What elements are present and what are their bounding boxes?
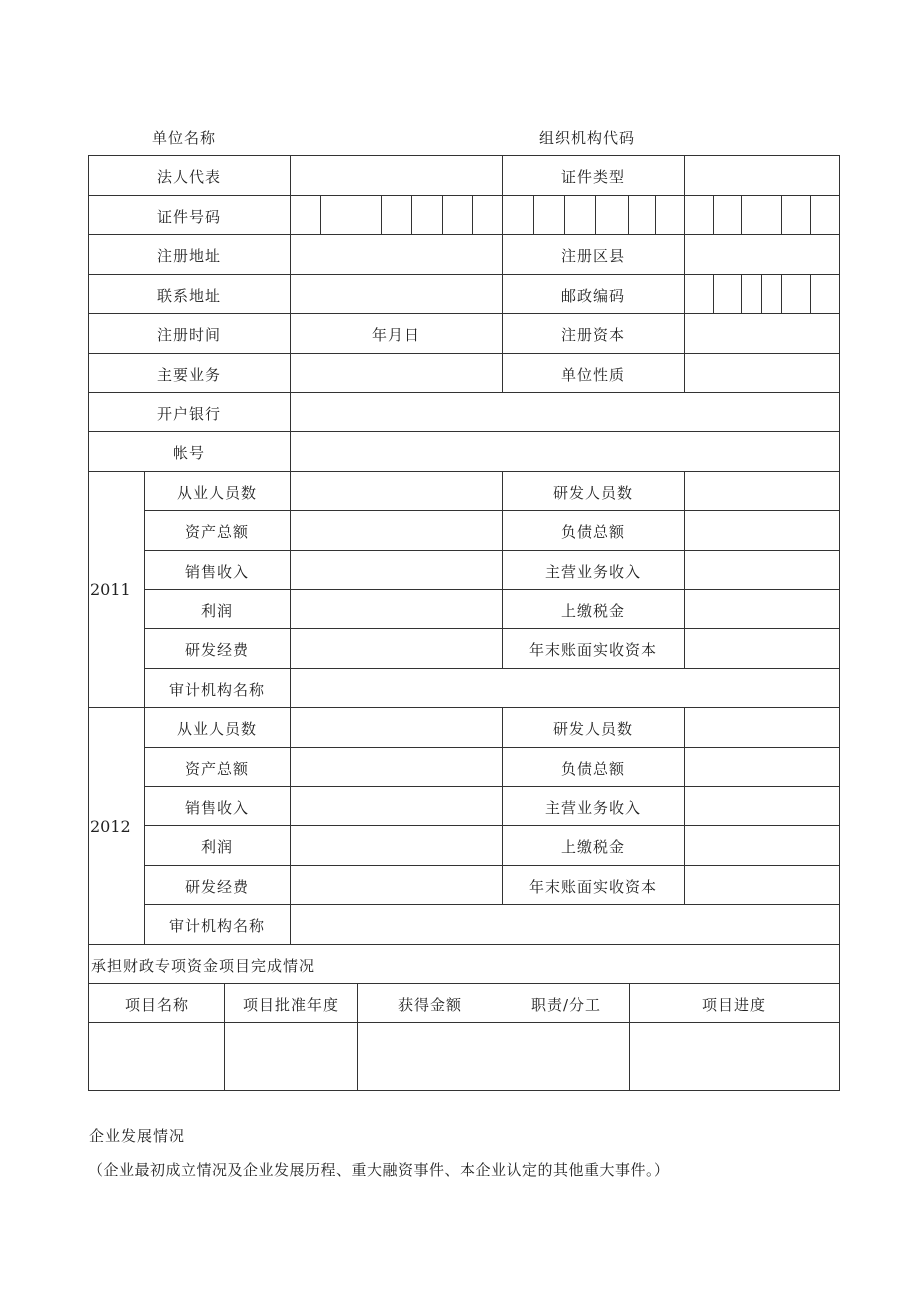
row-line — [88, 983, 840, 984]
row-line — [88, 707, 840, 708]
row-line — [144, 786, 840, 787]
table-border-right — [839, 155, 840, 1091]
digit-box-divider — [628, 195, 629, 234]
row-line — [88, 471, 840, 472]
digit-box-divider — [381, 195, 382, 234]
table-border-bottom — [88, 1090, 840, 1091]
development-title: 企业发展情况 — [89, 1127, 186, 1145]
postcode-box-divider — [713, 274, 714, 313]
digit-box-divider — [472, 195, 473, 234]
reg-date-value: 年月日 — [371, 326, 421, 344]
project-col-line — [629, 983, 630, 1090]
digit-box-divider — [655, 195, 656, 234]
contact-address-label: 联系地址 — [156, 287, 222, 305]
profit-label: 利润 — [200, 838, 234, 856]
digit-box-divider — [741, 195, 742, 234]
cert-type-label: 证件类型 — [560, 168, 626, 186]
paid-in-capital-label: 年末账面实收资本 — [528, 878, 658, 896]
row-line — [88, 234, 840, 235]
row-line — [144, 589, 840, 590]
project-progress-header: 项目进度 — [701, 996, 767, 1014]
rd-expense-label: 研发经费 — [184, 641, 250, 659]
employees-label: 从业人员数 — [176, 484, 258, 502]
tax-paid-label: 上缴税金 — [560, 602, 626, 620]
col-line — [290, 471, 291, 944]
main-business-income-label: 主营业务收入 — [544, 563, 642, 581]
rd-staff-label: 研发人员数 — [552, 720, 634, 738]
table-border-left — [88, 155, 89, 1091]
main-business-label: 主要业务 — [156, 366, 222, 384]
reg-address-label: 注册地址 — [156, 247, 222, 265]
project-col-line — [357, 983, 358, 1090]
row-line — [88, 944, 840, 945]
col-line — [684, 707, 685, 904]
row-line — [88, 431, 840, 432]
main-business-income-label: 主营业务收入 — [544, 799, 642, 817]
digit-box-divider — [442, 195, 443, 234]
row-line — [144, 628, 840, 629]
row-line — [88, 274, 840, 275]
digit-box-divider — [411, 195, 412, 234]
row-line — [88, 353, 840, 354]
total-assets-label: 资产总额 — [184, 523, 250, 541]
sales-income-label: 销售收入 — [184, 563, 250, 581]
audit-agency-label: 审计机构名称 — [168, 917, 266, 935]
digit-box-divider — [320, 195, 321, 234]
employees-label: 从业人员数 — [176, 720, 258, 738]
profit-label: 利润 — [200, 602, 234, 620]
audit-agency-label: 审计机构名称 — [168, 681, 266, 699]
projects-title: 承担财政专项资金项目完成情况 — [91, 957, 316, 975]
bank-label: 开户银行 — [156, 405, 222, 423]
digit-box-divider — [810, 195, 811, 234]
cert-no-label: 证件号码 — [156, 208, 222, 226]
row-line — [144, 825, 840, 826]
row-line — [144, 747, 840, 748]
reg-time-label: 注册时间 — [156, 326, 222, 344]
year-col-line — [144, 471, 145, 944]
digit-box-divider — [533, 195, 534, 234]
row-line — [88, 392, 840, 393]
row-line — [144, 510, 840, 511]
col-line — [502, 155, 503, 392]
digit-box-divider — [564, 195, 565, 234]
postcode-box-divider — [741, 274, 742, 313]
rd-staff-label: 研发人员数 — [552, 484, 634, 502]
digit-box-divider — [713, 195, 714, 234]
digit-box-divider — [595, 195, 596, 234]
year-2011-label: 2011 — [90, 580, 131, 599]
total-liabilities-label: 负债总额 — [560, 760, 626, 778]
year-2012-label: 2012 — [90, 817, 131, 836]
table-border-top — [88, 155, 840, 156]
digit-box-divider — [781, 195, 782, 234]
reg-district-label: 注册区县 — [560, 247, 626, 265]
rd-expense-label: 研发经费 — [184, 878, 250, 896]
row-line — [144, 668, 840, 669]
postcode-box-divider — [781, 274, 782, 313]
project-name-header: 项目名称 — [124, 996, 190, 1014]
project-amount-header: 获得金额 — [397, 996, 463, 1014]
col-line — [684, 155, 685, 392]
col-line — [684, 471, 685, 668]
legal-rep-label: 法人代表 — [156, 168, 222, 186]
unit-name-label: 单位名称 — [152, 129, 217, 147]
account-label: 帐号 — [172, 444, 206, 462]
total-assets-label: 资产总额 — [184, 760, 250, 778]
total-liabilities-label: 负债总额 — [560, 523, 626, 541]
postcode-box-divider — [761, 274, 762, 313]
col-line — [502, 471, 503, 668]
row-line — [144, 904, 840, 905]
postcode-box-divider — [810, 274, 811, 313]
paid-in-capital-label: 年末账面实收资本 — [528, 641, 658, 659]
row-line — [144, 865, 840, 866]
project-role-header: 职责/分工 — [530, 996, 602, 1014]
tax-paid-label: 上缴税金 — [560, 838, 626, 856]
row-line — [144, 550, 840, 551]
postcode-label: 邮政编码 — [560, 287, 626, 305]
unit-nature-label: 单位性质 — [560, 366, 626, 384]
org-code-label: 组织机构代码 — [539, 129, 636, 147]
development-note: （企业最初成立情况及企业发展历程、重大融资事件、本企业认定的其他重大事件。） — [88, 1161, 670, 1179]
col-line — [502, 707, 503, 904]
row-line — [88, 1022, 840, 1023]
col-line — [290, 155, 291, 471]
sales-income-label: 销售收入 — [184, 799, 250, 817]
reg-capital-label: 注册资本 — [560, 326, 626, 344]
project-col-line — [224, 983, 225, 1090]
row-line — [88, 313, 840, 314]
project-year-header: 项目批准年度 — [242, 996, 340, 1014]
row-line — [88, 195, 840, 196]
